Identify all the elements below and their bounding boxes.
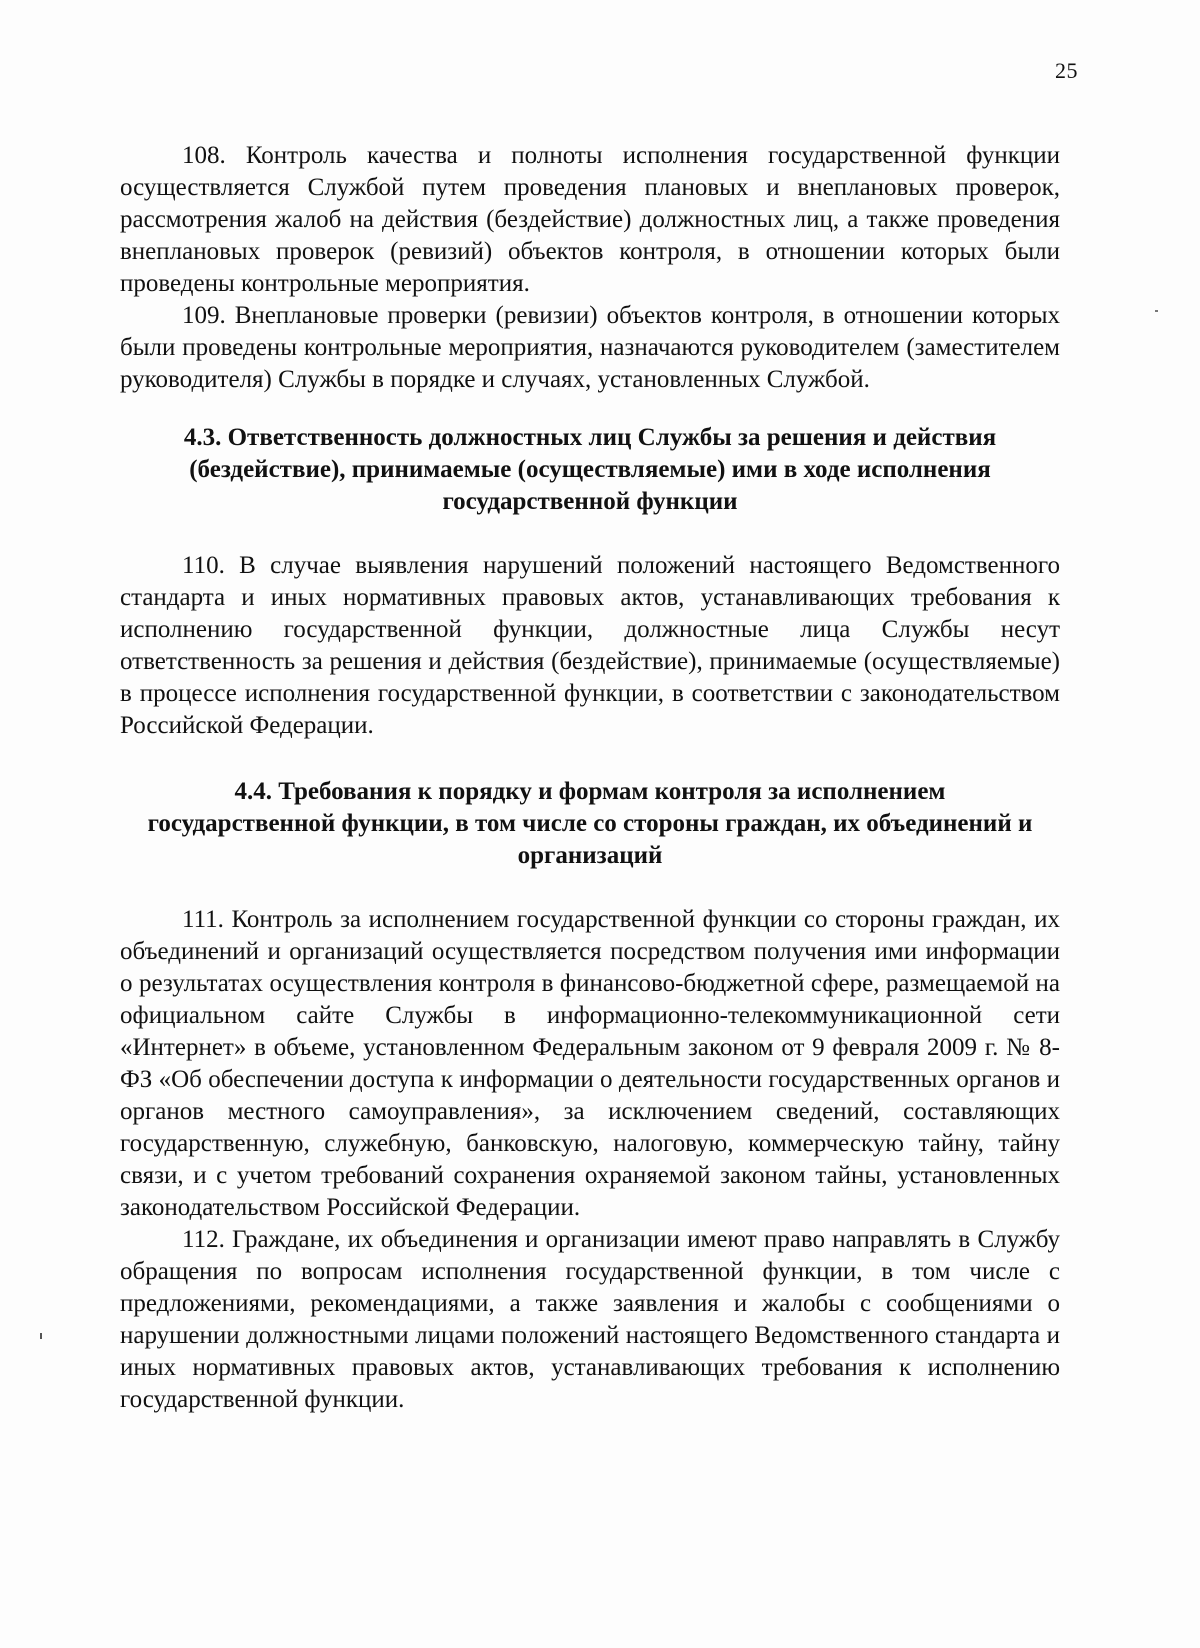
section-heading-4-3-line-3: государственной функции [442,488,738,515]
scan-artifact-dot [1155,310,1158,312]
paragraph-111: 111. Контроль за исполнением государственной функции со стороны граждан, их объединений и организаций осуществляется посредством получения ими информации о результатах осуществления контроля в финансово-бюджетной сфере, размещаемой на официальном сайте Службы в информационно-телекоммуникационной сети «Интернет» в объеме, установленном Федеральным законом от 9 февраля 2009 г. № 8-ФЗ «Об обеспечении доступа к информации о деятельности государственных органов и органов местного самоуправления», за исключением сведений, составляющих государственную, служебную, банковскую, налоговую, коммерческую тайну, тайну связи, и с учетом требований сохранения охраняемой законом тайны, установленных законодательством Российской Федерации. [120,906,1060,1221]
paragraph-110: 110. В случае выявления нарушений положений настоящего Ведомственного стандарта и иных нормативных правовых актов, устанавливающих требования к исполнению государственной функции, должностные лица Службы несут ответственность за решения и действия (бездействие), принимаемые (осуществляемые) в процессе исполнения государственной функции, в соответствии с законодательством Российской Федерации. [120,552,1060,739]
page-number: 25 [1055,58,1078,83]
section-heading-4-4-line-3: организаций [517,842,663,869]
document-body [120,140,1060,1416]
section-heading-4-3 [120,422,1060,518]
paragraph-112: 112. Граждане, их объединения и организации имеют право направлять в Службу обращения по вопросам исполнения государственной функции, в том числе с предложениями, рекомендациями, а также заявления и жалобы с сообщениями о нарушении должностными лицами положений настоящего Ведомственного стандарта и иных нормативных правовых актов, устанавливающих требования к исполнению государственной функции. [120,1226,1060,1413]
scan-artifact-mark [40,1333,42,1339]
section-heading-4-4-line-2: государственной функции, в том числе со стороны граждан, их объединений и [147,810,1033,837]
paragraph-109: 109. Внеплановые проверки (ревизии) объектов контроля, в отношении которых были проведены контрольные мероприятия, назначаются руководителем (заместителем руководителя) Службы в порядке и случаях, установленных Службой. [120,302,1060,393]
section-heading-4-4-line-1: 4.4. Требования к порядку и формам контроля за исполнением [234,778,946,805]
paragraph-108: 108. Контроль качества и полноты исполнения государственной функции осуществляется Службой путем проведения плановых и внеплановых проверок, рассмотрения жалоб на действия (бездействие) должностных лиц, а также проведения внеплановых проверок (ревизий) объектов контроля, в отношении которых были проведены контрольные мероприятия. [120,142,1060,297]
section-heading-4-3-line-2: (бездействие), принимаемые (осуществляемые) ими в ходе исполнения [189,456,991,483]
section-heading-4-4 [120,776,1060,872]
section-heading-4-3-line-1: 4.3. Ответственность должностных лиц Службы за решения и действия [183,424,997,451]
